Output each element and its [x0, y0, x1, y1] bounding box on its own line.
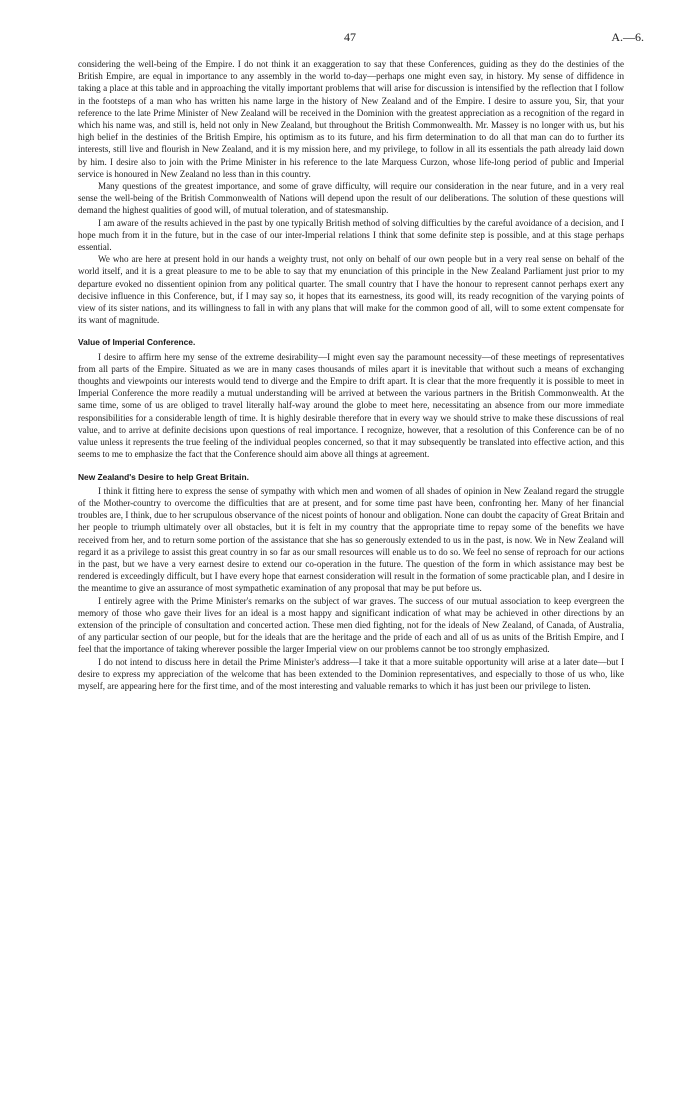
paragraph: I am aware of the results achieved in the past by one typically British method of solving difficulties by the careful avoidance of a decision, and I hope much from it in the future, but in the case of our inter-Imperial relations I think that some definite step is possible, and at this stage perhaps essential. — [78, 217, 624, 253]
document-reference: A.—6. — [611, 30, 644, 44]
paragraph: Many questions of the greatest importance, and some of grave difficulty, will require our consideration in the near future, and in a very real sense the well-being of the British Commonwealth of Nations will depend upon the result of our deliberations. The solution of these questions will demand the highest qualities of good will, of mutual toleration, and of statesmanship. — [78, 181, 624, 216]
section-heading: Value of Imperial Conference. — [78, 337, 196, 348]
paragraph: I desire to affirm here my sense of the extreme desirability—I might even say the paramount necessity—of these meetings of representatives from all parts of the Empire. Situated as we are in many cases thousands of miles apart it is inevitable that without such a means of exchanging thoughts and viewpoints our interests would tend to diverge and the Empire to drift apart. It is clear that the more frequently it is possible to meet in Imperial Conference the more readily a mutual understanding will be arrived at between the various partners in the British Commonwealth. At the same time, some of us are obliged to travel literally half-way around the globe to meet here, necessitating an absence from our more immediate responsibilities for a considerable length of time. It is highly desirable therefore that in every way we should strive to make these discussions of real value, and to arrive at definite decisions upon questions of real importance. I recognize, however, that a resolution of this Conference can be of no value unless it represents the true feeling of the individual peoples concerned, so that it may subsequently be translated into effective action, and this seems to me to emphasize the fact that the Conference should aim above all things at agreement. — [78, 351, 624, 460]
page-number: 47 — [344, 30, 356, 44]
section-heading: New Zealand's Desire to help Great Britain. — [78, 471, 249, 482]
paragraph: considering the well-being of the Empire. I do not think it an exaggeration to say that these Conferences, guiding as they do the destinies of the British Empire, are equal in importance to any assembly in the world to-day—perhaps one might even say, in history. My sense of diffidence in taking a place at this table and in approaching the vitally important problems that will arise for discussion is intensified by the reflection that I follow in the footsteps of a man who has written his name large in the history of New Zealand and of the Empire. I desire to assure you, Sir, that your reference to the late Prime Minister of New Zealand will be received in the Dominion with the greatest appreciation as a recognition of the regard in which his name was, and still is, held not only in New Zealand, but throughout the British Commonwealth. Mr. Massey is no longer with us, but his high belief in the destinies of the British Empire, his optimism as to its future, and his firm determination to do all that man can do to further its interests, still live and flourish in New Zealand, and it is my mission here, and my privilege, to follow in all its essentials the path already laid down by him. I desire also to join with the Prime Minister in his reference to the late Marquess Curzon, whose life-long period of public and Imperial service is honoured in New Zealand no less than in this country. — [78, 59, 624, 179]
body-text — [78, 58, 624, 692]
paragraph: I think it fitting here to express the sense of sympathy with which men and women of all shades of opinion in New Zealand regard the struggle of the Mother-country to overcome the difficulties that are at present, and for some time past have been, confronting her. Many of her financial troubles are, I think, due to her scrupulous observance of the nicest points of honour and obligation. None can doubt the capacity of Great Britain and her people to triumph ultimately over all obstacles, but it is felt in my country that the appropriate time to repay some of the benefits we have received from her, and to return some portion of the assistance that she has so generously extended to us in the past, is now. We in New Zealand will regard it as a privilege to assist this great country in so far as our small resources will enable us to do so. We feel no sense of reproach for our actions in the past, but we have a very earnest desire to extend our co-operation in the future. The question of the form in which assistance may best be rendered is exceedingly difficult, but I have every hope that earnest consideration will result in the formation of some practicable plan, and I desire in the meantime to give an assurance of most sympathetic examination of any proposal that may be put before us. — [78, 485, 624, 594]
paragraph: I do not intend to discuss here in detail the Prime Minister's address—I take it that a more suitable opportunity will arise at a later date—but I desire to express my appreciation of the welcome that has been extended to the Dominion representatives, and especially to those of us who, like myself, are appearing here for the first time, and of the most interesting and valuable remarks to which it has just been our privilege to listen. — [78, 656, 624, 691]
paragraph: I entirely agree with the Prime Minister's remarks on the subject of war graves. The success of our mutual association to keep evergreen the memory of those who gave their lives for an ideal is a most happy and significant indication of what may be achieved in other directions by an extension of the principle of consultation and concerted action. These men died fighting, not for the ideals of New Zealand, of Canada, of Australia, of any particular section of our people, but for the ideals that are the heritage and the pride of each and all of us as units of the British Empire, and I feel that the importance of taking wherever possible the larger Imperial view on our problems cannot be too strongly emphasized. — [78, 595, 624, 655]
paragraph: We who are here at present hold in our hands a weighty trust, not only on behalf of our own people but in a very real sense on behalf of the world itself, and it is a great pleasure to me to be able to say that my enunciation of this principle in the New Zealand Parliament just prior to my departure evoked no dissentient opinion from any political quarter. The small country that I have the honour to represent cannot perhaps exert any decisive influence in this Conference, but, if I may say so, it hopes that its earnestness, its good will, its ready recognition of the varying points of view of its sister nations, and its willingness to fall in with any plans that will make for the common good of all, will to some extent compensate for its want of magnitude. — [78, 254, 624, 326]
